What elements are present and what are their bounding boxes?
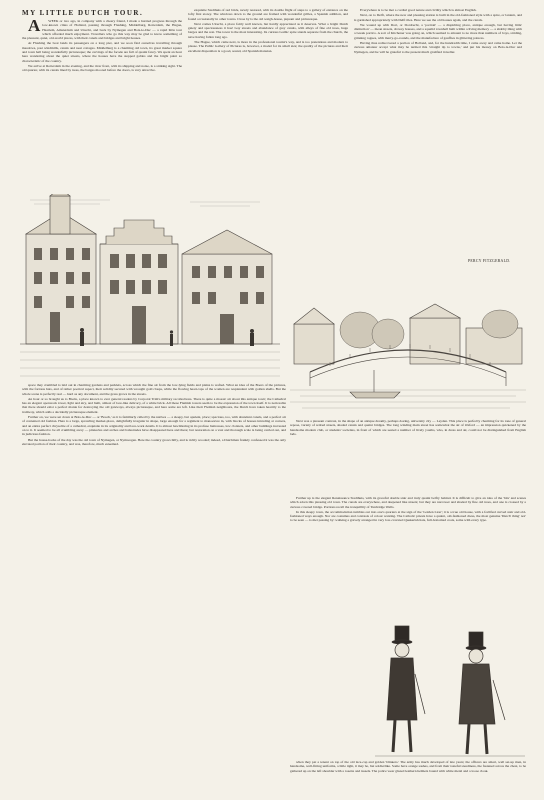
drop-cap: A — [28, 19, 41, 35]
paragraph: Further up is the elegant Renaissance Stadthuis, with its graceful double stair and truly quaint belfry behind. It is difficult to give an idea of the 'bits' and scenes which adorn this pleasing old town. The canals are everywhere, and deepened like streets; but they are narrower and shaded by fine old trees, and one is crossed by a curious covered bridge. Portions recall the tranquillity of Tunbridge Wells. — [290, 496, 526, 509]
paragraph: Next, on to Delft, where the new and pleasing station is built in the old-fashioned style with a spire, or lantern, and is garnished appropriately with Delft tiles. Here we see the old houses again, and the canals. — [354, 13, 522, 22]
paragraph: space they crumbled is laid out in charming gardens and parklets, across which the fine air from the low-lying fields and plains is wafted. What an idea of the Boers of the pictures, with the fortress hats, and of rather poetical aspect, their solidity secured with wrought gold clasps, while the flowing head-caps of the women are resplendent with golden shells. But the whole scene is perfectly real — hard as any document, and the grass grows in the streets. — [22, 383, 286, 396]
paragraph: Further on, we were set down at Bois-le-Duc — or 'Bosch,' as it is familiarly called by the natives — a sleepy, but opulent, place; spacious, too, with abundant canals, and a perfect air of contented old fashion. Here is a large, sprawling market-place, delightfully irregular in shape, large enough for a regiment to manoeuvre in, with blocks of houses intruding at corners, and an entire perfect chrysolite of a cathedral, exquisite in its originality and lace-work details. It is almost bewildering in its profuse buttresses, low cloisters, and other buildings incrusted on to it. It seemed to be all crumbling away — pinnacles and arches and balustrades have disappeared here and there; but restoration on a vast and thorough scale is being carried out, and in judicious fashion. — [22, 415, 286, 437]
column-1-top — [22, 19, 182, 191]
paragraph — [22, 19, 182, 40]
street-scene-drawing — [20, 194, 280, 380]
paragraph: Next was a pleasant contrast, in the shape of an antique dreamy, perhaps dozing, university city — Leyden. This place is perfectly charming for its tone of general repose, variety of retired streets, shaded canals and quaint bridges. The long winding main street has somewhat the air of Oxford — an impression quickened by the handsome modern club, or students' societies, in front of which are seated a number of lively youths, who, in dress and air, could not be distinguished from English lads. — [290, 419, 526, 436]
paragraph: But the house-backs of the day was the old town of Nymegen, or Nymwegen. Here the country grows hilly, and is richly wooded; indeed, a Dutchman frankly confessed it was the only elevated portion of their country, and was, therefore, much esteemed. — [22, 437, 286, 446]
gentlemen-figures-drawing — [375, 624, 525, 758]
street-scene-illustration — [20, 194, 280, 380]
paragraph: Having thus rediscovered a portion of Holland, and, for the hundredth time, I came away and came home. Let the curious amateur accept what may be termed this 'straight tip to towns,' and put his money on Bois-le-Duc and Nymegen, and he will be grateful to the present much gratified traveller. — [354, 41, 522, 54]
column-1-bottom — [22, 383, 286, 791]
paragraph: We wound up with Dort, or Dordrecht, a 'portrait' — a dispiriting place, antique enough, but having little' distinction' — mean streets, drowsy houses, and a squalid townhall built within a living memory — a shabby thing with a Greek portico. A sort of Kitchener was going on, which seemed to amount to no more than numbers of boys, striding, grinning rogues, with merry-go-rounds, and the manufacture of gauffres in glittering palaces. — [354, 22, 522, 40]
paragraph: Next comes Utrecht, a place fairly well known, but hardly appreciated as it deserves. What a bright Dutch gaiety and spaciousness it has! Gay streets and abundance of grey canals, with alleys of fine old trees, huge barges and the rest. The tower is the most interesting. Its curious Gothic spire stands separate from the church, the nave having fallen long ago. — [188, 21, 348, 39]
paragraph: An hour or so brought us to Breda, a place known to ever general readers by Corporal Trim's military recollections. There is quite a mosaic air about this antique town; the Cathedral has an elegant openwork tower, light and airy, and built, almost of lace-like delicacy, of a white brick. All these Flemish towers seem to be the expression of the town itself. It is noticeable that there should exist a perfect mania for destroying the old gateways, always picturesque, and here some are left. Like their Flemish neighbours, the Dutch have taken heartily to the tramway, which adds a decidedly picturesque element. — [22, 396, 286, 414]
column-2-foot — [290, 760, 526, 796]
gentlemen-figures-illustration — [375, 624, 525, 758]
column-2-bottom — [290, 496, 526, 622]
canal-bridge-drawing — [290, 300, 526, 415]
column-3-top — [354, 8, 522, 264]
author-signature: PERCY FITZGERALD. — [468, 259, 511, 263]
paragraph: At Flushing the boat lands its passengers on a long pier, and we soon find ourselves travelling through meadows, past windmills, canals and neat cottages. Middelburg is a charming old town, its great market square and town hall being wonderfully picturesque; the carvings of the facade are full of quaint fancy. We spent an hour here wandering about the quiet streets, where the houses have the stepped gables and the bright paint so characteristic of the country. — [22, 41, 182, 63]
paragraph: exquisite Stadthuis of red brick, newly restored, with its double flight of steps to a gallery of entrance on the lofty first storey. The windows down to the ground are framed with wonderful grilles, a Spanish addition, and found occasionally in other towns. Close by is the old weigh-house, piquant and picturesque. — [188, 8, 348, 21]
article-title: MY LITTLE DUTCH TOUR. — [22, 9, 144, 17]
paragraph: We arrive at Rotterdam in the evening, and the river front, with its shipping and noise, is a striking sight. The old quarter, with its canals lined by trees, the barges moored before the doors, is very attractive. — [22, 63, 182, 73]
paragraph: Everywhere is to be met a cordial good nature and civility which is almost English. — [360, 8, 477, 12]
paragraph: The Hague, which came next, is more in the professional tourist's way, and is too pretentious and modern to please. The Public Gallery of Pictures is, however, a model for its small size; the quality of the pictures and their excellent disposition is a good, sound, old Spanish mansion. — [188, 40, 348, 53]
paragraph: In this sleepy town, the accommodation tumbles out into one's quarters at the sign of the 'Golden Lion'; it is a true old house, with a fortified curved stair and old-fashioned ways enough. Nor are costumes and contrasts of colour wanting. The Catholic priests have a quaint, old-fashioned dress, the most genuine 'Dutch' thing' not' to be seen — is met passing by: walking a gravely arranged in very low-cravated Quakerish hats, full-bottomed coats, some with every type. — [290, 509, 526, 523]
paragraph-text: WEEK or two ago, in company with a cheery friend, I made a hurried progress through the low-known cities of Holland, passing through Flushing, Middelburg, Rotterdam, the Hague, Haarlem, Amsterdam and Utrecht, and back by Nymegen and Bois-le-Duc — a rapid little tour which afforded much enjoyment. Travellers who go this way may be glad to know something of the pleasant, quiet, old-world places, with their canals and bridges and bright houses. — [22, 19, 182, 41]
column-2-mid-text — [290, 419, 526, 494]
canal-bridge-illustration — [290, 300, 526, 415]
paragraph: when they pat a tenant on top of the old lace-cap and golden 'blinkers.' The army has much developed of late years; the officers are smart, well set-up men, in handsome, well-fitting uniforms, a little tight, it may be, but soldierlike. Some have orange sashes, and from their tasteful steadiness, the fastened across the chest, to be gathered up on the left shoulder with a rosette and tassels. The police wear glazed leathern helmets bound with white metal and a loose cloak. — [290, 760, 526, 773]
